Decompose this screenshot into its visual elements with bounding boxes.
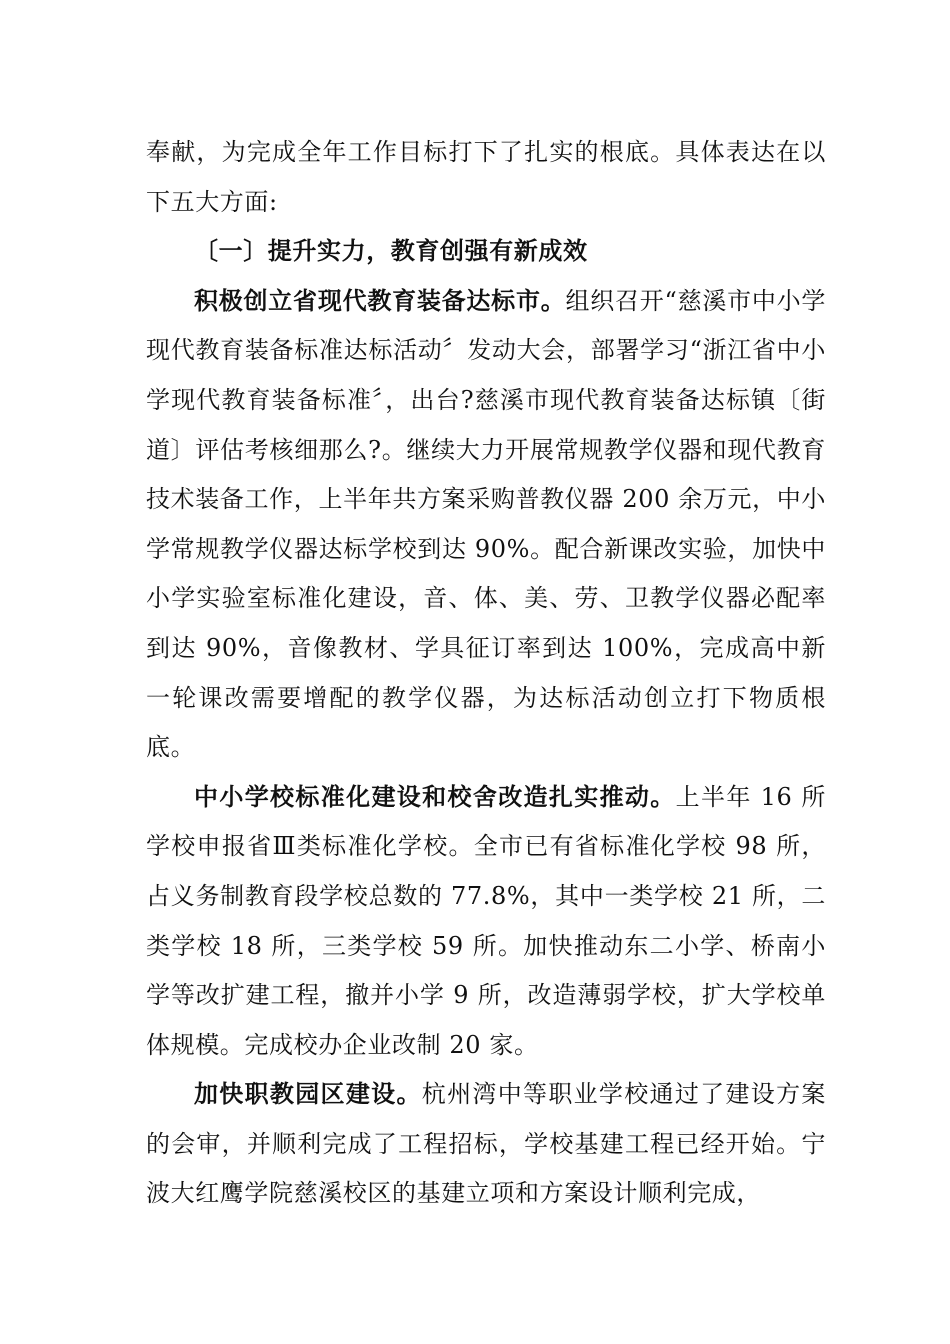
paragraph-standardization-lead: 中小学校标准化建设和校舍改造扎实推动。 bbox=[194, 782, 676, 811]
paragraph-vocational-park-text: 杭州湾中等职业学校通过了建设方案的会审，并顺利完成了工程招标，学校基建工程已经开始。宁波大红鹰学院慈溪校区的基建立项和方案设计顺利完成， bbox=[146, 1080, 826, 1208]
section-heading-one: 〔一〕提升实力，教育创强有新成效 bbox=[194, 237, 588, 266]
paragraph-standardization-text: 上半年 16 所学校申报省Ⅲ类标准化学校。全市已有省标准化学校 98 所，占义务制教育段学校总数的 77.8%，其中一类学校 21 所，二类学校 18 所，三类学校 59 所。加快推动东二小学、桥南小学等改扩建工程，撤并小学 9 所，改造薄弱学校，扩大学校单体规模。完成校办企业改制 20 家。 bbox=[146, 782, 826, 1059]
paragraph-intro-text: 奉献，为完成全年工作目标打下了扎实的根底。具体表达在以下五大方面: bbox=[146, 138, 826, 216]
document-body bbox=[146, 128, 826, 1219]
paragraph-vocational-park-lead: 加快职教园区建设。 bbox=[194, 1080, 422, 1109]
paragraph-equipment-text: 组织召开“慈溪市中小学现代教育装备标准达标活动〞发动大会，部署学习“浙江省中小学现代教育装备标准〞，出台?慈溪市现代教育装备达标镇〔街道〕评估考核细那么?。继续大力开展常规教学仪器和现代教育技术装备工作，上半年共方案采购普教仪器 200 余万元，中小学常规教学仪器达标学校到达 90%。配合新课改实验，加快中小学实验室标准化建设，音、体、美、劳、卫教学仪器必配率到达 90%，音像教材、学具征订率到达 100%，完成高中新一轮课改需要增配的教学仪器，为达标活动创立打下物质根底。 bbox=[146, 286, 827, 762]
paragraph-equipment-lead: 积极创立省现代教育装备达标市。 bbox=[194, 286, 566, 315]
paragraph-vocational-park bbox=[146, 1070, 826, 1219]
paragraph-standardization bbox=[146, 773, 826, 1071]
paragraph-intro bbox=[146, 128, 826, 227]
paragraph-equipment bbox=[146, 277, 826, 773]
